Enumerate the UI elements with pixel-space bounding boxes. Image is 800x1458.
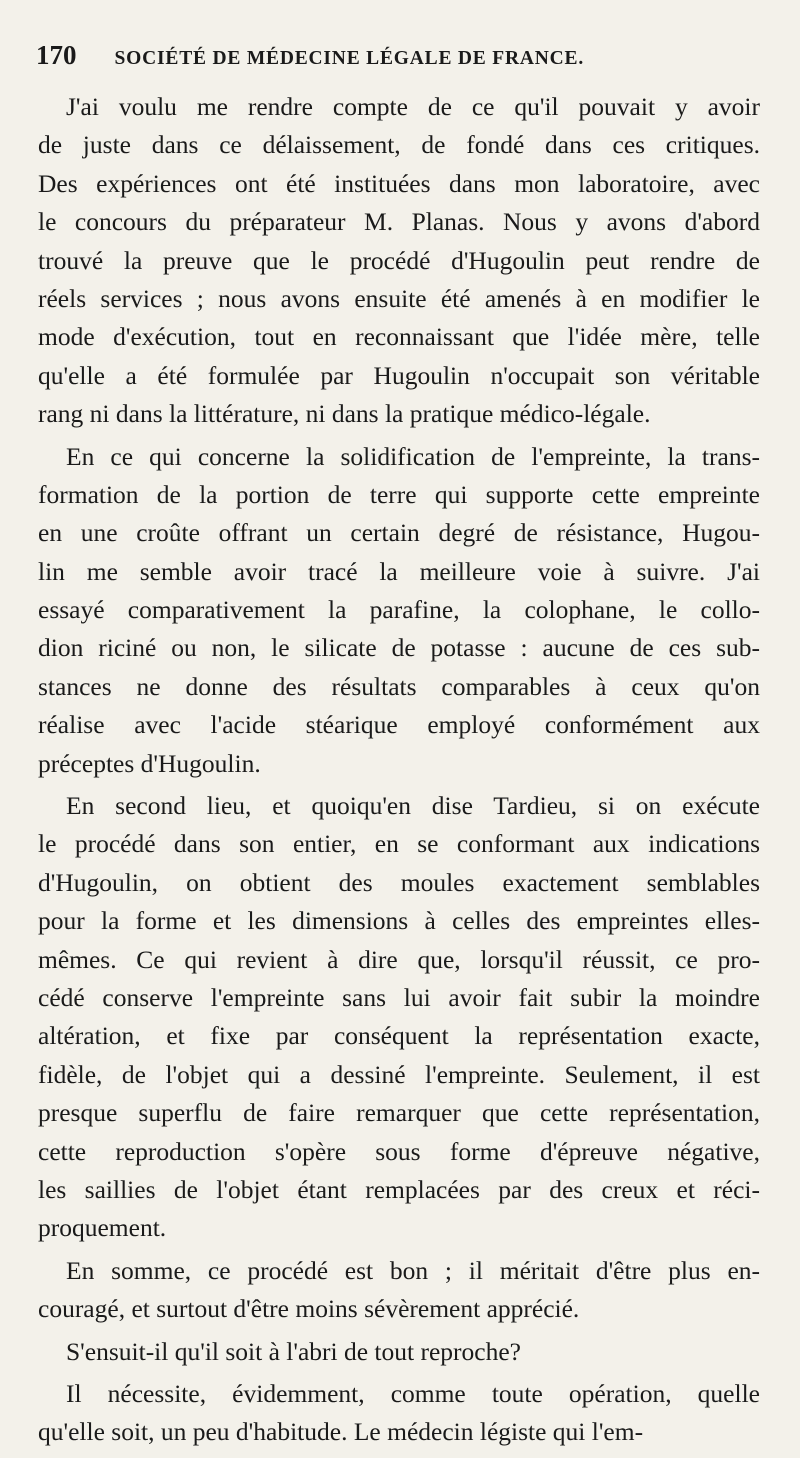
text-line: S'ensuit-il qu'il soit à l'abri de tout reproche? [66, 1336, 521, 1366]
paragraph [38, 1375, 760, 1452]
page-header [36, 40, 766, 76]
text-line: cette reproduction s'opère sous forme d'épreuve négative, [38, 1136, 760, 1166]
paragraph [38, 1333, 760, 1371]
text-line: En somme, ce procédé est bon ; il méritait d'être plus en- [66, 1255, 760, 1285]
text-line: couragé, et surtout d'être moins sévèrement apprécié. [38, 1294, 580, 1324]
text-line: lin me semble avoir tracé la meilleure voie à suivre. J'ai [38, 556, 760, 586]
paragraph [38, 88, 760, 434]
text-line: les saillies de l'objet étant remplacées par des creux et réci- [38, 1174, 760, 1204]
text-line: réels services ; nous avons ensuite été amenés à en modifier le [38, 283, 760, 313]
text-line: fidèle, de l'objet qui a dessiné l'empreinte. Seulement, il est [38, 1059, 760, 1089]
text-line: essayé comparativement la parafine, la colophane, le collo- [38, 595, 760, 625]
text-line: le procédé dans son entier, en se conformant aux indications [38, 829, 760, 859]
paragraph [38, 787, 760, 1248]
page-number: 170 [36, 40, 77, 70]
text-line: préceptes d'Hugoulin. [38, 748, 261, 778]
text-line: Des expériences ont été instituées dans mon laboratoire, avec [38, 168, 760, 198]
text-line: en une croûte offrant un certain degré de résistance, Hugou- [38, 518, 760, 548]
text-line: proquement. [38, 1213, 167, 1243]
text-line: de juste dans ce délaissement, de fondé dans ces critiques. [38, 130, 760, 160]
text-line: le concours du préparateur M. Planas. Nous y avons d'abord [38, 207, 760, 237]
text-line: mêmes. Ce qui revient à dire que, lorsqu'il réussit, ce pro- [38, 944, 760, 974]
text-line: En ce qui concerne la solidification de l'empreinte, la trans- [66, 441, 760, 471]
text-line: réalise avec l'acide stéarique employé conformément aux [38, 710, 760, 740]
text-line: Il nécessite, évidemment, comme toute opération, quelle [66, 1378, 760, 1408]
text-line: presque superflu de faire remarquer que cette représentation, [38, 1098, 760, 1128]
text-line: formation de la portion de terre qui supporte cette empreinte [38, 479, 760, 509]
text-line: altération, et fixe par conséquent la représentation exacte, [38, 1021, 760, 1051]
text-line: En second lieu, et quoiqu'en dise Tardieu, si on exécute [66, 791, 760, 821]
text-line: J'ai voulu me rendre compte de ce qu'il pouvait y avoir [66, 92, 760, 121]
running-head: SOCIÉTÉ DE MÉDECINE LÉGALE DE FRANCE. [114, 48, 585, 69]
paragraph [38, 1252, 760, 1329]
body-text [38, 88, 760, 1452]
text-line: mode d'exécution, tout en reconnaissant que l'idée mère, telle [38, 322, 760, 352]
text-line: trouvé la preuve que le procédé d'Hugoulin peut rendre de [38, 245, 760, 275]
text-line: qu'elle soit, un peu d'habitude. Le médecin légiste qui l'em- [38, 1417, 644, 1447]
text-line: cédé conserve l'empreinte sans lui avoir fait subir la moindre [38, 982, 760, 1012]
text-line: stances ne donne des résultats comparables à ceux qu'on [38, 671, 760, 701]
paragraph [38, 438, 760, 784]
text-line: pour la forme et les dimensions à celles des empreintes elles- [38, 906, 760, 936]
text-line: qu'elle a été formulée par Hugoulin n'occupait son véritable [38, 360, 760, 390]
text-line: d'Hugoulin, on obtient des moules exactement semblables [38, 867, 760, 897]
text-line: dion riciné ou non, le silicate de potasse : aucune de ces sub- [38, 633, 760, 663]
text-line: rang ni dans la littérature, ni dans la pratique médico-légale. [38, 399, 651, 429]
